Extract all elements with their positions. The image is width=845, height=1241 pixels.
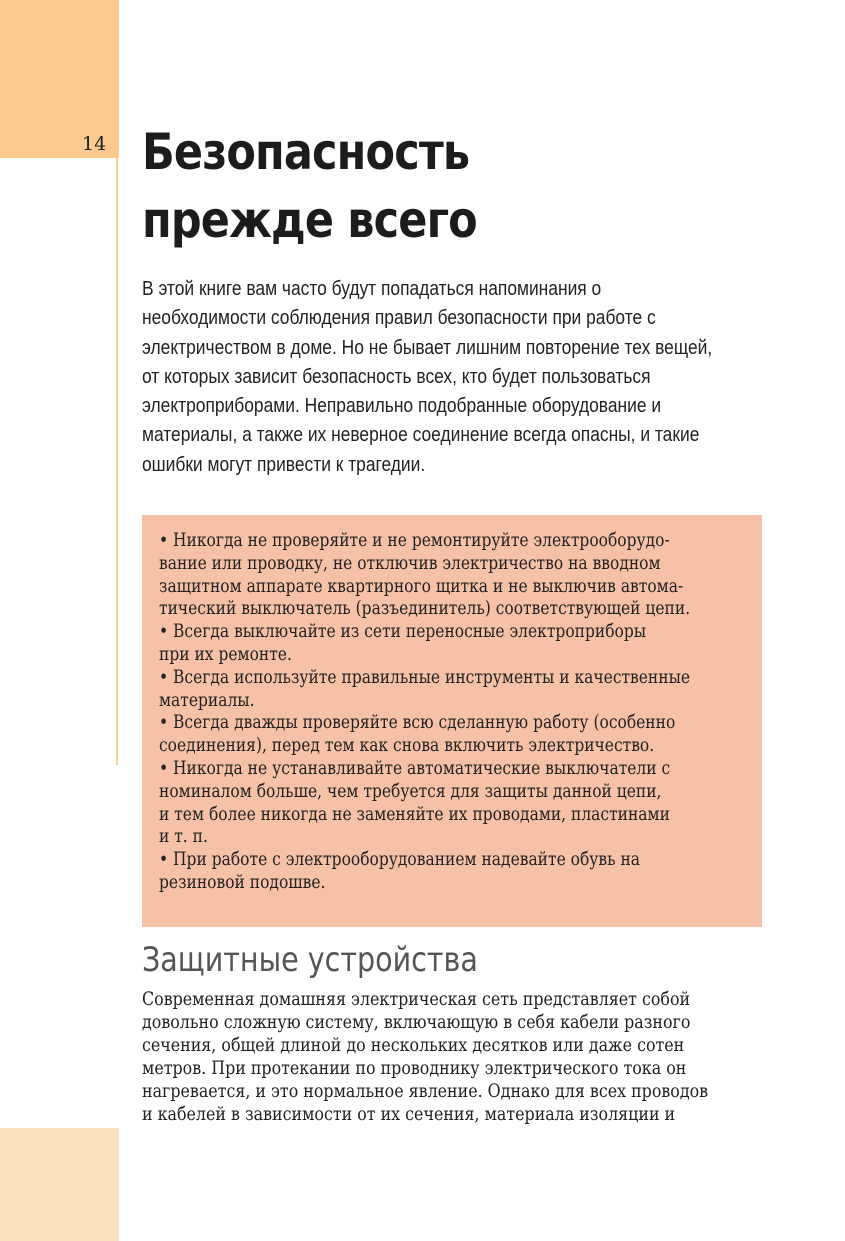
- title-line: Безопасность: [142, 123, 470, 181]
- safety-rule: [159, 620, 746, 666]
- rule-line: номиналом больше, чем требуется для защиты данной цепи,: [159, 779, 662, 802]
- rule-line: вание или проводку, не отключив электричество на вводном: [159, 551, 661, 574]
- body-line: и кабелей в зависимости от их сечения, материала изоляции и: [142, 1103, 676, 1125]
- intro-line: материалы, а также их неверное соединение всегда опасны, и такие: [142, 424, 700, 447]
- rule-line: материалы.: [159, 688, 255, 711]
- rule-line: • Всегда дважды проверяйте всю сделанную работу (особенно: [159, 711, 676, 734]
- body-line: довольно сложную систему, включающую в себя кабели разного: [142, 1011, 691, 1033]
- safety-rule: [159, 757, 746, 848]
- body-line: метров. При протекании по проводнику электрического тока он: [142, 1057, 687, 1079]
- intro-line: от которых зависит безопасность всех, кто будет пользоваться: [142, 365, 651, 388]
- body-line: нагревается, и это нормальное явление. Однако для всех проводов: [142, 1080, 709, 1102]
- body-line: сечения, общей длиной до нескольких десятков или даже сотен: [142, 1034, 685, 1056]
- rule-line: и т. п.: [159, 825, 208, 848]
- page-number: 14: [82, 133, 107, 155]
- rule-line: тический выключатель (разъединитель) соответствующей цепи.: [159, 597, 691, 620]
- rule-line: • Всегда выключайте из сети переносные электроприборы: [159, 620, 647, 643]
- intro-paragraph: [142, 275, 742, 480]
- intro-line: электричеством в доме. Но не бывает лишним повторение тех вещей,: [142, 336, 713, 359]
- rule-line: и тем более никогда не заменяйте их проводами, пластинами: [159, 802, 670, 825]
- rule-line: • Никогда не проверяйте и не ремонтируйте электрооборудо-: [159, 529, 670, 551]
- intro-line: ошибки могут привести к трагедии.: [142, 453, 426, 476]
- page-title: [142, 118, 477, 254]
- rule-line: защитном аппарате квартирного щитка и не выключив автома-: [159, 574, 684, 597]
- safety-rule: [159, 666, 746, 712]
- section-heading: Защитные устройства: [142, 940, 478, 980]
- page-tab-bottom: [0, 1128, 119, 1241]
- rule-line: • Никогда не устанавливайте автоматические выключатели с: [159, 756, 671, 779]
- rule-line: при их ремонте.: [159, 642, 292, 665]
- rule-line: резиновой подошве.: [159, 870, 326, 893]
- safety-rules-list: [159, 529, 746, 894]
- intro-line: необходимости соблюдения правил безопасности при работе с: [142, 307, 656, 330]
- intro-line: электроприборами. Неправильно подобранные оборудование и: [142, 395, 662, 418]
- title-line: прежде всего: [142, 191, 477, 249]
- rule-line: • При работе с электрооборудованием надевайте обувь на: [159, 848, 641, 871]
- safety-warning-box: [142, 515, 762, 927]
- rule-line: соединения), перед тем как снова включить электричество.: [159, 734, 655, 757]
- rule-line: • Всегда используйте правильные инструменты и качественные: [159, 665, 691, 688]
- body-line: Современная домашняя электрическая сеть представляет собой: [142, 988, 691, 1010]
- margin-rule: [116, 158, 118, 765]
- intro-line: В этой книге вам часто будут попадаться напоминания о: [142, 278, 602, 300]
- safety-rule: [159, 848, 746, 894]
- safety-rule: [159, 711, 746, 757]
- safety-rule: [159, 529, 746, 620]
- body-paragraph: [142, 988, 762, 1126]
